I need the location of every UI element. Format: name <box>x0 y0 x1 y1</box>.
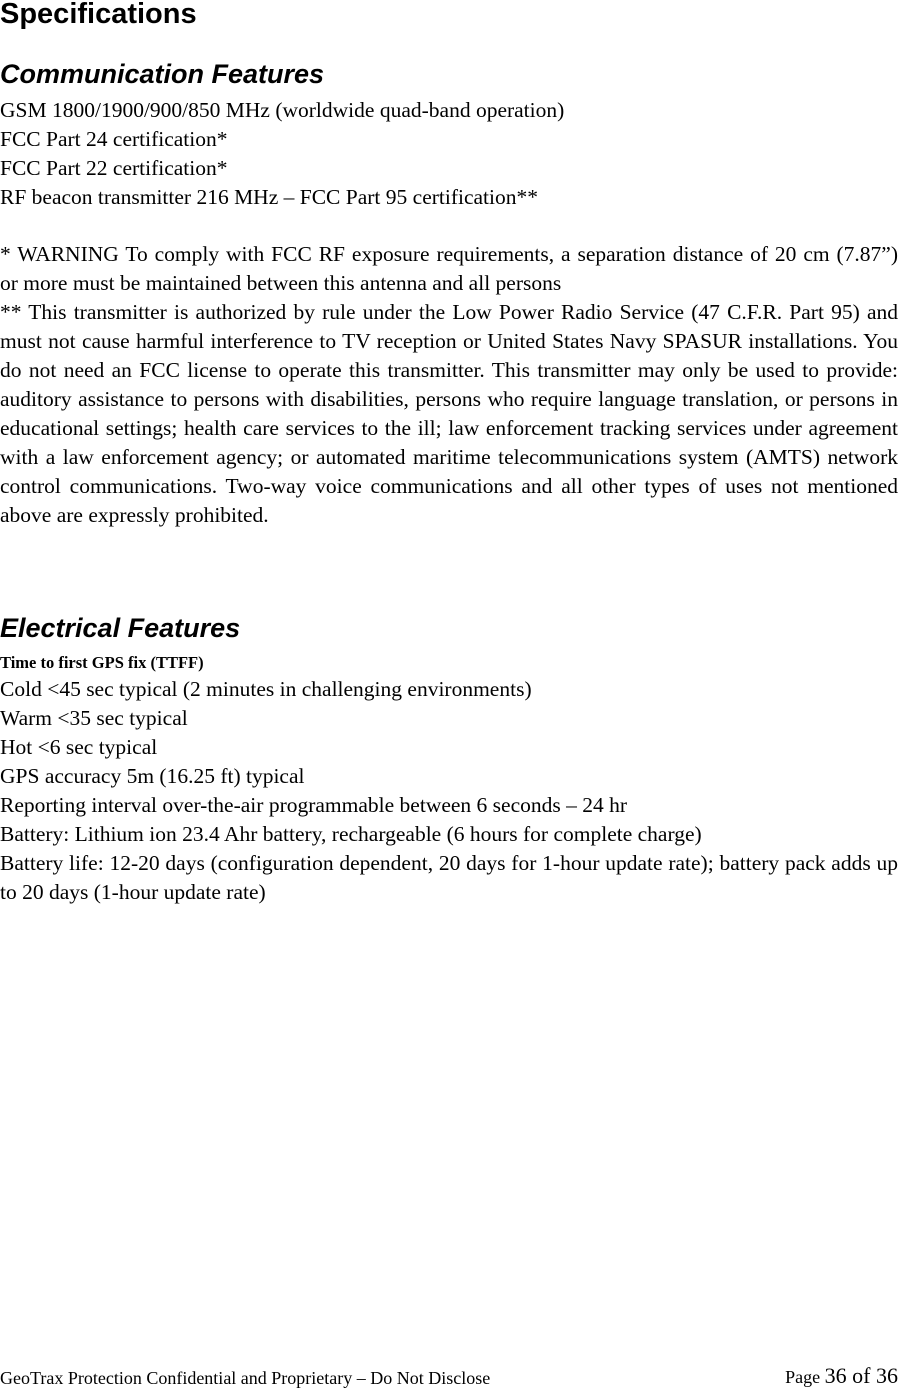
electrical-item: GPS accuracy 5m (16.25 ft) typical <box>0 764 305 788</box>
ttff-label: Time to first GPS fix (TTFF) <box>0 653 204 672</box>
communication-item: FCC Part 24 certification* <box>0 127 228 151</box>
battery-life-paragraph: Battery life: 12-20 days (configuration dependent, 20 days for 1-hour update rate); battery pack adds up to 20 days (1-hour update rate) <box>0 851 898 904</box>
communication-item: RF beacon transmitter 216 MHz – FCC Part 95 certification** <box>0 185 539 209</box>
fcc-notice-paragraph: ** This transmitter is authorized by rule under the Low Power Radio Service (47 C.F.R. Part 95) and must not cause harmful interference to TV reception or United States Navy SPASUR installations. You do not need an FCC license to operate this transmitter. This transmitter may only be used to provide: auditory assistance to persons with disabilities, persons who require language translation, or persons in educational settings; health care services to the ill; law enforcement tracking services under agreement with a law enforcement agency; or automated maritime telecommunications system (AMTS) network control communications. Two-way voice communications and all other types of uses not mentioned above are expressly prohibited. <box>0 300 898 527</box>
footer-page-number <box>785 1362 898 1391</box>
electrical-item: Battery: Lithium ion 23.4 Ahr battery, rechargeable (6 hours for complete charge) <box>0 822 702 846</box>
fcc-warning-paragraph: * WARNING To comply with FCC RF exposure requirements, a separation distance of 20 cm (7.87”) or more must be maintained between this antenna and all persons <box>0 242 898 295</box>
electrical-item: Hot <6 sec typical <box>0 735 158 759</box>
footer-page-value: 36 of 36 <box>824 1363 898 1388</box>
communication-item: FCC Part 22 certification* <box>0 156 228 180</box>
electrical-item: Reporting interval over-the-air programmable between 6 seconds – 24 hr <box>0 793 628 817</box>
electrical-item: Warm <35 sec typical <box>0 706 188 730</box>
footer-page-label: Page <box>785 1367 821 1387</box>
footer-confidentiality: GeoTrax Protection Confidential and Proprietary – Do Not Disclose <box>0 1368 491 1388</box>
electrical-item: Cold <45 sec typical (2 minutes in challenging environments) <box>0 677 532 701</box>
page-title: Specifications <box>0 0 197 30</box>
electrical-list <box>0 675 898 849</box>
communication-heading: Communication Features <box>0 59 325 89</box>
electrical-heading: Electrical Features <box>0 613 241 643</box>
communication-item: GSM 1800/1900/900/850 MHz (worldwide quad-band operation) <box>0 98 565 122</box>
communication-list <box>0 96 898 212</box>
